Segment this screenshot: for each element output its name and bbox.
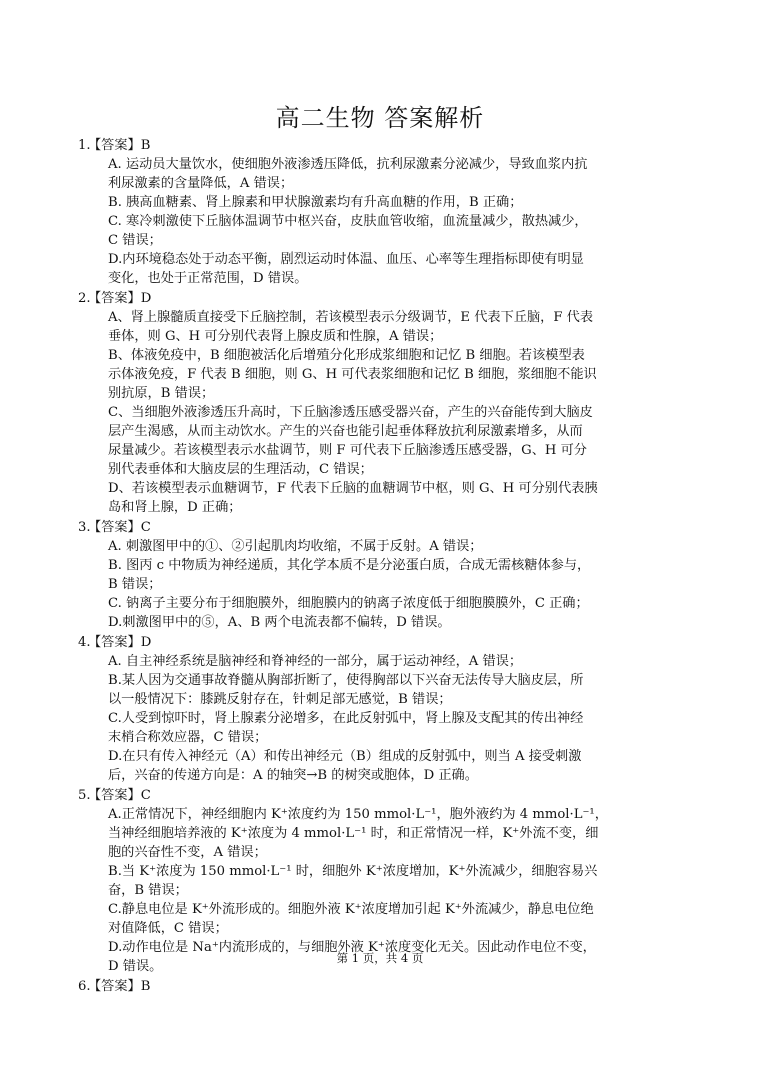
answer-label: 【答案】C [88, 520, 151, 535]
question-block [78, 786, 680, 976]
explanation-line: B.当 K⁺浓度为 150 mmol·L⁻¹ 时，细胞外 K⁺浓度增加，K⁺外流减少，细胞容易兴 [108, 864, 598, 879]
question-block [78, 136, 680, 288]
question-block [78, 289, 680, 517]
question-block [78, 977, 680, 996]
explanation-line: C. 钠离子主要分布于细胞膜外，细胞膜内的钠离子浓度低于细胞膜膜外，C 正确； [108, 596, 589, 611]
explanation-line: 别抗原，B 错误； [108, 386, 215, 401]
answer-label: 【答案】B [88, 138, 151, 153]
answer-label: 【答案】D [88, 635, 152, 650]
answer-body [78, 136, 680, 997]
question-header [78, 977, 680, 996]
question-number: 1. [78, 138, 91, 153]
explanation-line: 示体液免疫，F 代表 B 细胞，则 G、H 可代表浆细胞和记忆 B 细胞，浆细胞不能识 [108, 367, 597, 382]
explanation-line: A. 自主神经系统是脑神经和脊神经的一部分，属于运动神经，A 错误； [108, 654, 523, 669]
explanation-line: 别代表垂体和大脑皮层的生理活动，C 错误； [108, 462, 373, 477]
explanation-line: 胞的兴奋性不变，A 错误； [108, 845, 267, 860]
explanation-line: 垂体，则 G、H 可分别代表肾上腺皮质和性腺，A 错误； [108, 329, 443, 344]
explanation-line: A. 运动员大量饮水，使细胞外液渗透压降低，抗利尿激素分泌减少，导致血浆内抗 [108, 157, 588, 172]
explanation-line: D.动作电位是 Na⁺内流形成的，与细胞外液 K⁺浓度变化无关。因此动作电位不变， [108, 940, 596, 955]
explanation-line: B. 图丙 c 中物质为神经递质，其化学本质不是分泌蛋白质，合成无需核糖体参与， [108, 558, 591, 573]
explanation-line: 利尿激素的含量降低，A 错误； [108, 176, 294, 191]
explanation-line: B 错误； [108, 577, 162, 592]
explanation-line: D.在只有传入神经元（A）和传出神经元（B）组成的反射弧中，则当 A 接受刺激 [108, 749, 582, 764]
question-block [78, 633, 680, 785]
question-header [78, 518, 680, 537]
explanation-line: 末梢合称效应器，C 错误； [108, 730, 268, 745]
explanation-line: A、肾上腺髓质直接受下丘脑控制，若该模型表示分级调节，E 代表下丘脑，F 代表 [108, 310, 594, 325]
page-title: 高二生物 答案解析 [275, 104, 485, 132]
question-block [78, 518, 680, 632]
question-number: 6. [78, 979, 91, 994]
explanation-line: 当神经细胞培养液的 K⁺浓度为 4 mmol·L⁻¹ 时，和正常情况一样，K⁺外流不变，细 [108, 826, 599, 841]
question-number: 4. [78, 635, 91, 650]
explanation-line: B.某人因为交通事故脊髓从胸部折断了，使得胸部以下兴奋无法传导大脑皮层，所 [108, 673, 584, 688]
explanation-line: B. 胰高血糖素、肾上腺素和甲状腺激素均有升高血糖的作用，B 正确； [108, 195, 523, 210]
explanation-line: C、当细胞外液渗透压升高时，下丘脑渗透压感受器兴奋，产生的兴奋能传到大脑皮 [108, 405, 593, 420]
explanation-line: A. 刺激图甲中的①、②引起肌肉均收缩，不属于反射。A 错误； [108, 539, 483, 554]
question-header [78, 786, 680, 805]
question-number: 2. [78, 291, 91, 306]
explanation-line: 尿量减少。若该模型表示水盐调节，则 F 可代表下丘脑渗透压感受器，G、H 可分 [108, 443, 587, 458]
explanation-line: 变化，也处于正常范围，D 错误。 [108, 271, 308, 286]
question-header [78, 136, 680, 155]
explanation-line: 以一般情况下：膝跳反射存在，针刺足部无感觉，B 错误； [108, 692, 452, 707]
explanation-line: D、若该模型表示血糖调节，F 代表下丘脑的血糖调节中枢，则 G、H 可分别代表胰 [108, 481, 598, 496]
answer-label: 【答案】D [88, 291, 152, 306]
explanation-line: 层产生渴感，从而主动饮水。产生的兴奋也能引起垂体释放抗利尿激素增多，从而 [108, 424, 583, 439]
explanation-line: A.正常情况下，神经细胞内 K⁺浓度约为 150 mmol·L⁻¹，胞外液约为 4 mmol·L⁻¹， [108, 807, 608, 822]
question-header [78, 633, 680, 652]
explanation-line: D.内环境稳态处于动态平衡，剧烈运动时体温、血压、心率等生理指标即使有明显 [108, 252, 584, 267]
explanation-line: 后，兴奋的传递方向是：A 的轴突→B 的树突或胞体，D 正确。 [108, 768, 478, 783]
explanation-line: C. 寒冷刺激使下丘脑体温调节中枢兴奋，皮肤血管收缩，血流量减少，散热减少， [108, 214, 588, 229]
answer-label: 【答案】B [88, 979, 151, 994]
question-header [78, 289, 680, 308]
question-number: 5. [78, 788, 91, 803]
explanation-line: C.静息电位是 K⁺外流形成的。细胞外液 K⁺浓度增加引起 K⁺外流减少，静息电位绝 [108, 902, 594, 917]
explanation-line: D.刺激图甲中的⑤，A、B 两个电流表都不偏转，D 错误。 [108, 615, 451, 630]
question-number: 3. [78, 520, 91, 535]
explanation-line: B、体液免疫中，B 细胞被活化后增殖分化形成浆细胞和记忆 B 细胞。若该模型表 [108, 348, 585, 363]
explanation-line: 岛和肾上腺，D 正确； [108, 500, 242, 515]
explanation-line: 对值降低，C 错误； [108, 921, 228, 936]
page-footer: 第 1 页，共 4 页 [336, 951, 424, 965]
explanation-line: D 错误。 [108, 959, 163, 974]
answer-label: 【答案】C [88, 788, 151, 803]
explanation-line: 奋，B 错误； [108, 883, 188, 898]
explanation-line: C.人受到惊吓时，肾上腺素分泌增多，在此反射弧中，肾上腺及支配其的传出神经 [108, 711, 584, 726]
explanation-line: C 错误； [108, 233, 162, 248]
